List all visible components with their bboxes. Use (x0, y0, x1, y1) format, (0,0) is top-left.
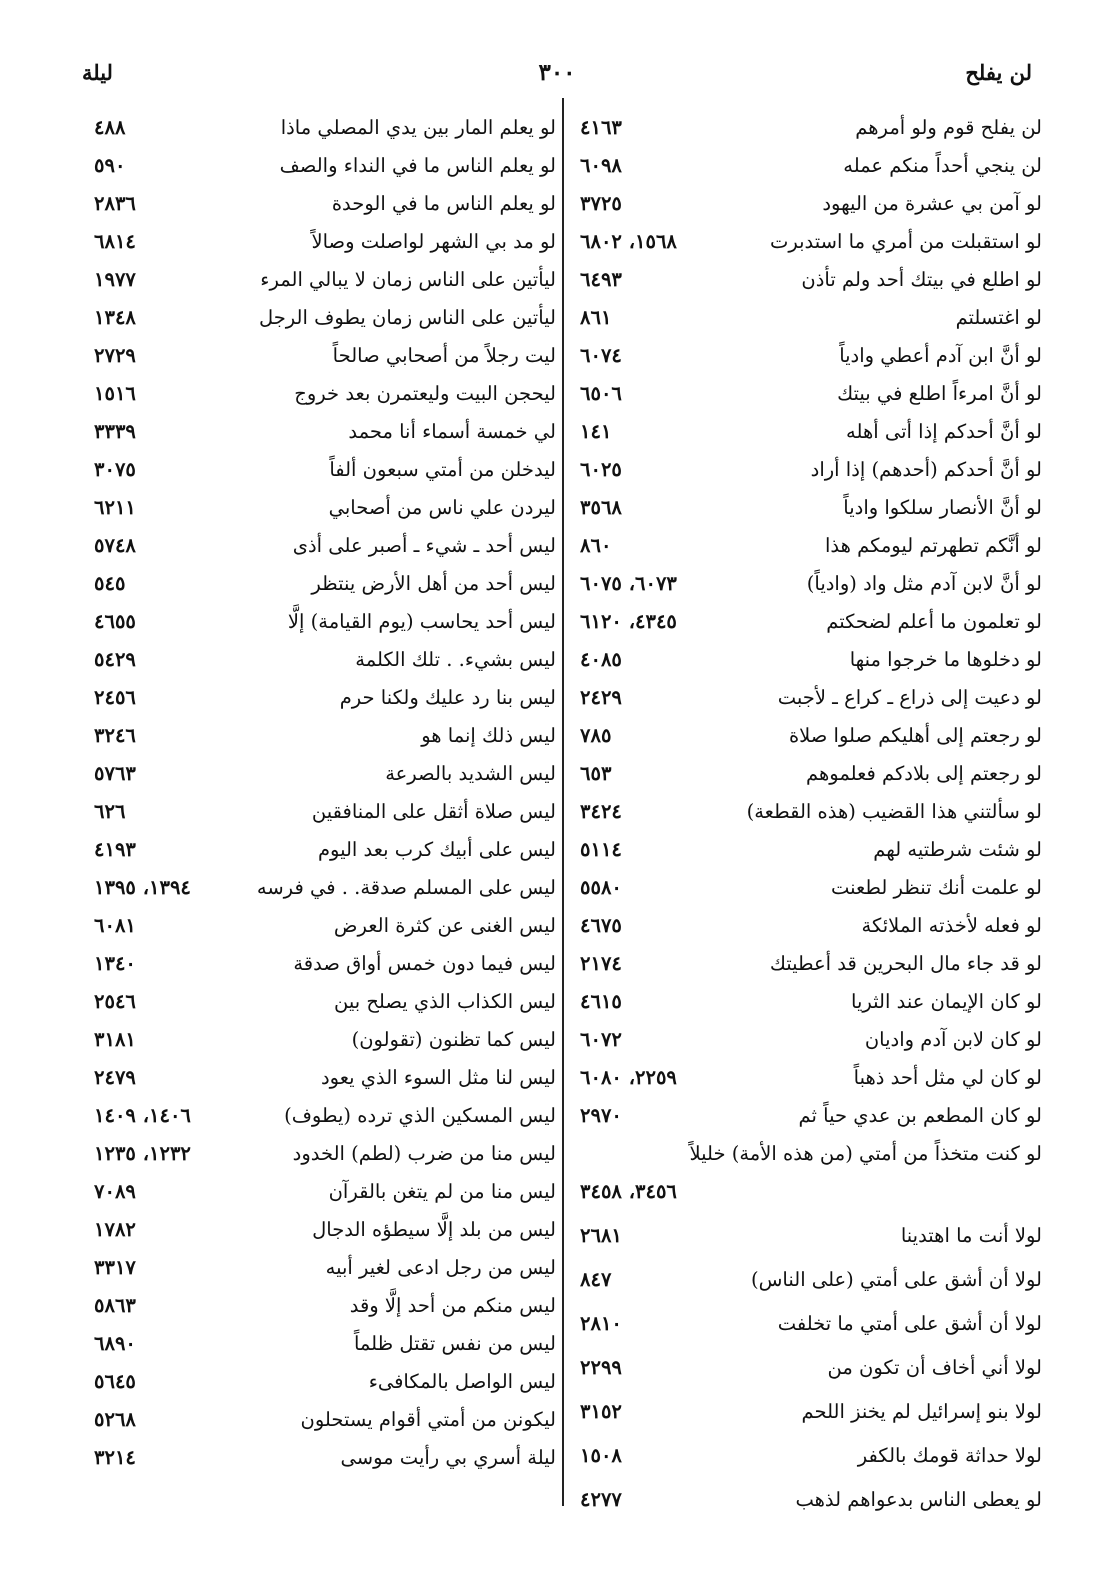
entry-reference-number: ٤٠٨٥ (580, 648, 622, 671)
index-entry (94, 1060, 556, 1098)
entry-text: لولا أن أشق على أمتي ما تخلفت (777, 1312, 1042, 1335)
entry-reference-number: ٢٤٢٩ (580, 686, 622, 709)
entry-text: لو أنَّ أحدكم إذا أتى أهله (846, 420, 1042, 443)
index-entry (580, 680, 1042, 718)
index-entry (580, 566, 1042, 604)
index-entry (580, 1394, 1042, 1432)
entry-text: ليس فيما دون خمس أواق صدقة (293, 952, 556, 975)
entry-text: لو قد جاء مال البحرين قد أعطيتك (769, 952, 1042, 975)
entry-reference-number: ٦٠٧٣، ٦٠٧٥ (580, 572, 677, 595)
entry-reference-number: ١٩٧٧ (94, 268, 136, 291)
entry-reference-number: ١٤٠٦، ١٤٠٩ (94, 1104, 191, 1127)
index-entry (94, 756, 556, 794)
entry-text: لو أنَّ أحدكم (أحدهم) إذا أراد (810, 458, 1042, 481)
entry-text: ليس بنا رد عليك ولكنا حرم (339, 686, 556, 709)
entry-reference-number: ٦٠٧٢ (580, 1028, 622, 1051)
entry-text: ليحجن البيت وليعتمرن بعد خروج (294, 382, 556, 405)
index-entry (580, 338, 1042, 376)
index-entry (580, 1098, 1042, 1136)
entry-text: لولا بنو إسرائيل لم يخنز اللحم (801, 1400, 1042, 1423)
entry-reference-number: ١٣٤٠ (94, 952, 136, 975)
index-entry (580, 832, 1042, 870)
index-entry (94, 528, 556, 566)
entry-reference-number: ٥٥٨٠ (580, 876, 622, 899)
entry-text: لو مد بي الشهر لواصلت وصالاً (311, 230, 556, 253)
entry-reference-number: ٧٨٥ (580, 724, 612, 747)
entry-reference-number: ٨٦١ (580, 306, 612, 329)
entry-reference-number: ٣٢٤٦ (94, 724, 136, 747)
entry-reference-number: ٥٧٤٨ (94, 534, 136, 557)
header-last-keyword: ليلة (82, 60, 113, 85)
entry-text: لو اغتسلتم (955, 306, 1042, 329)
index-entry (94, 642, 556, 680)
index-entry (94, 1136, 556, 1174)
index-entry (94, 1326, 556, 1364)
index-entry (580, 870, 1042, 908)
entry-text: لو رجعتم إلى أهليكم صلوا صلاة (788, 724, 1042, 747)
entry-text: ليس لنا مثل السوء الذي يعود (321, 1066, 556, 1089)
entry-text: لو كنت متخذاً من أمتي (من هذه الأمة) خليلاً (689, 1142, 1042, 1165)
index-entry (94, 794, 556, 832)
entry-text: لو رجعتم إلى بلادكم فعلموهم (806, 762, 1042, 785)
index-entry (94, 1288, 556, 1326)
index-entry (94, 224, 556, 262)
entry-text: ليت رجلاً من أصحابي صالحاً (332, 344, 556, 367)
entry-text: ليس أحد ـ شيء ـ أصبر على أذى (292, 534, 556, 557)
entry-reference-number: ٦٠٢٥ (580, 458, 622, 481)
entry-text: لولا أني أخاف أن تكون من (827, 1356, 1042, 1379)
index-entry (94, 870, 556, 908)
entry-reference-number: ١٣٤٨ (94, 306, 136, 329)
index-entry (580, 1262, 1042, 1300)
entry-text: لو دعيت إلى ذراع ـ كراع ـ لأجبت (777, 686, 1042, 709)
entry-reference-number: ٤٦٧٥ (580, 914, 622, 937)
entry-reference-number: ١٧٨٢ (94, 1218, 136, 1241)
index-entry (94, 186, 556, 224)
index-entry (94, 414, 556, 452)
entry-reference-number: ٥٢٦٨ (94, 1408, 136, 1431)
entry-reference-number: ٤١٩٣ (94, 838, 136, 861)
entry-text: لو فعله لأخذته الملائكة (861, 914, 1042, 937)
entry-reference-number: ٥٩٠ (94, 154, 126, 177)
entry-reference-number: ١٥٦٨، ٦٨٠٢ (580, 230, 677, 253)
entry-reference-number: ٢٦٨١ (580, 1224, 622, 1247)
entry-reference-number: ٣١٨١ (94, 1028, 136, 1051)
entry-reference-number: ٦٨٩٠ (94, 1332, 136, 1355)
entry-reference-number: ٤١٦٣ (580, 116, 622, 139)
entry-text: ليس كما تظنون (تقولون) (351, 1028, 556, 1051)
entry-text: لو أنَّ ابن آدم أعطي وادياً (839, 344, 1042, 367)
entry-text: لو علمت أنك تنظر لطعنت (830, 876, 1042, 899)
entry-text: ليس على أبيك كرب بعد اليوم (317, 838, 556, 861)
entry-reference-number: ٣٥٦٨ (580, 496, 622, 519)
entry-text: لو يعلم المار بين يدي المصلي ماذا (280, 116, 556, 139)
entry-reference-number: ٣٢١٤ (94, 1446, 136, 1469)
index-entry (94, 1098, 556, 1136)
index-entry (580, 1060, 1042, 1098)
entry-text: ليس الغنى عن كثرة العرض (333, 914, 556, 937)
entry-text: لو كان لابن آدم واديان (864, 1028, 1042, 1051)
entry-reference-number: ٢٢٩٩ (580, 1356, 622, 1379)
entry-reference-number: ٥٦٤٥ (94, 1370, 136, 1393)
index-entry (94, 262, 556, 300)
index-entry (580, 1174, 1042, 1212)
entry-reference-number: ٦٠٧٤ (580, 344, 622, 367)
index-entry (580, 604, 1042, 642)
entry-reference-number: ٤٨٨ (94, 116, 126, 139)
index-entry (94, 718, 556, 756)
entry-text: ليس صلاة أثقل على المنافقين (311, 800, 556, 823)
entry-text: لن يفلح قوم ولو أمرهم (855, 116, 1042, 139)
entry-text: ليس أحد من أهل الأرض ينتظر (311, 572, 556, 595)
entry-text: لن ينجي أحداً منكم عمله (843, 154, 1042, 177)
index-entry (580, 1350, 1042, 1388)
entry-text: ليس منا من ضرب (لطم) الخدود (292, 1142, 556, 1165)
entry-text: ليلة أسري بي رأيت موسى (340, 1446, 556, 1469)
entry-text: ليس من نفس تقتل ظلماً (353, 1332, 556, 1355)
entry-reference-number: ٢٤٥٦ (94, 686, 136, 709)
entry-reference-number: ٥٨٦٣ (94, 1294, 136, 1317)
entry-text: ليس من بلد إلَّا سيطؤه الدجال (312, 1218, 556, 1241)
entry-reference-number: ١٥٠٨ (580, 1444, 622, 1467)
index-entry (94, 1402, 556, 1440)
entry-reference-number: ٣٣١٧ (94, 1256, 136, 1279)
entry-text: ليس على المسلم صدقة. . في فرسه (256, 876, 556, 899)
entry-reference-number: ٥٤٢٩ (94, 648, 136, 671)
index-entry (580, 1438, 1042, 1476)
entry-text: لو أنَّ امرءاً اطلع في بيتك (837, 382, 1042, 405)
entry-text: ليس الواصل بالمكافىء (368, 1370, 556, 1393)
index-entry (94, 338, 556, 376)
entry-reference-number: ٢٩٧٠ (580, 1104, 622, 1127)
entry-text: ليأتين على الناس زمان يطوف الرجل (258, 306, 556, 329)
entry-reference-number: ٢١٧٤ (580, 952, 622, 975)
entry-text: لولا أن أشق على أمتي (على الناس) (751, 1268, 1042, 1291)
entry-reference-number: ٤٣٤٥، ٦١٢٠ (580, 610, 677, 633)
index-entry (580, 1136, 1042, 1174)
entry-text: لولا أنت ما اهتدينا (900, 1224, 1042, 1247)
entry-text: لو يعلم الناس ما في النداء والصف (279, 154, 556, 177)
entry-text: ليردن علي ناس من أصحابي (328, 496, 556, 519)
entry-reference-number: ١٤١ (580, 420, 612, 443)
index-entry (94, 1364, 556, 1402)
entry-reference-number: ١٢٣٢، ١٢٣٥ (94, 1142, 191, 1165)
index-entry (94, 452, 556, 490)
entry-text: ليس منكم من أحد إلَّا وقد (349, 1294, 556, 1317)
index-entry (580, 984, 1042, 1022)
entry-text: لو أنَّ لابن آدم مثل واد (وادياً) (806, 572, 1042, 595)
entry-reference-number: ٣١٥٢ (580, 1400, 622, 1423)
index-entry (94, 566, 556, 604)
entry-text: لو دخلوها ما خرجوا منها (849, 648, 1042, 671)
entry-reference-number: ٢٨٣٦ (94, 192, 136, 215)
entry-reference-number: ٢٨١٠ (580, 1312, 622, 1335)
entry-reference-number: ٦٥٣ (580, 762, 612, 785)
entry-reference-number: ١٣٩٤، ١٣٩٥ (94, 876, 191, 899)
entry-text: لو استقبلت من أمري ما استدبرت (770, 230, 1042, 253)
entry-text: ليدخلن من أمتي سبعون ألفاً (329, 458, 556, 481)
index-entry (580, 376, 1042, 414)
index-entry (94, 1022, 556, 1060)
entry-text: لو سألتني هذا القضيب (هذه القطعة) (746, 800, 1042, 823)
entry-reference-number: ٦٠٩٨ (580, 154, 622, 177)
entry-text: لو كان لي مثل أحد ذهباً (853, 1066, 1042, 1089)
index-entry (580, 414, 1042, 452)
page-number: ٣٠٠ (538, 59, 576, 86)
index-entry (580, 528, 1042, 566)
entry-reference-number: ٥٧٦٣ (94, 762, 136, 785)
entry-reference-number: ٤٦١٥ (580, 990, 622, 1013)
entry-reference-number: ٦٤٩٣ (580, 268, 622, 291)
entry-reference-number: ٨٤٧ (580, 1268, 612, 1291)
entry-reference-number: ٧٠٨٩ (94, 1180, 136, 1203)
index-entry (94, 946, 556, 984)
entry-text: لي خمسة أسماء أنا محمد (348, 420, 556, 443)
index-entry (580, 148, 1042, 186)
entry-text: لولا حداثة قومك بالكفر (857, 1444, 1042, 1467)
index-entry (94, 148, 556, 186)
index-entry (580, 946, 1042, 984)
entry-text: لو كان الإيمان عند الثريا (851, 990, 1042, 1013)
entry-reference-number: ٢٧٢٩ (94, 344, 136, 367)
entry-text: ليس منا من لم يتغن بالقرآن (328, 1180, 556, 1203)
index-entry (94, 832, 556, 870)
entry-text: لو أنَّكم تطهرتم ليومكم هذا (824, 534, 1042, 557)
index-entry (94, 1174, 556, 1212)
entry-text: ليس من رجل ادعى لغير أبيه (325, 1256, 556, 1279)
entry-reference-number: ٣٤٥٦، ٣٤٥٨ (580, 1180, 677, 1203)
index-entry (94, 1212, 556, 1250)
entry-reference-number: ٥١١٤ (580, 838, 622, 861)
header-first-keyword: لن يفلح (965, 60, 1032, 85)
index-entry (580, 452, 1042, 490)
entry-text: لو شئت شرطتيه لهم (873, 838, 1042, 861)
index-entry (580, 642, 1042, 680)
entry-reference-number: ٦٢١١ (94, 496, 136, 519)
index-entry (580, 794, 1042, 832)
entry-reference-number: ١٥١٦ (94, 382, 136, 405)
entry-text: ليس الكذاب الذي يصلح بين (333, 990, 556, 1013)
entry-reference-number: ٦٨١٤ (94, 230, 136, 253)
index-entry (580, 1482, 1042, 1520)
entry-reference-number: ٥٤٥ (94, 572, 126, 595)
index-entry (580, 756, 1042, 794)
entry-reference-number: ٣٠٧٥ (94, 458, 136, 481)
entry-text: ليس الشديد بالصرعة (385, 762, 556, 785)
index-entry (580, 224, 1042, 262)
entry-reference-number: ٦٢٦ (94, 800, 126, 823)
index-entry (580, 490, 1042, 528)
entry-text: لو آمن بي عشرة من اليهود (822, 192, 1042, 215)
entry-reference-number: ٣٧٢٥ (580, 192, 622, 215)
entry-text: لو يعلم الناس ما في الوحدة (331, 192, 556, 215)
entry-reference-number: ٢٤٧٩ (94, 1066, 136, 1089)
index-entry (580, 110, 1042, 148)
index-entry (94, 1250, 556, 1288)
entry-reference-number: ٨٦٠ (580, 534, 612, 557)
index-entry (580, 262, 1042, 300)
entry-text: ليس بشيء. . تلك الكلمة (355, 648, 556, 671)
entry-reference-number: ٦٠٨١ (94, 914, 136, 937)
index-entry (580, 186, 1042, 224)
right-index-column (580, 110, 1042, 1520)
index-entry (94, 604, 556, 642)
entry-text: لو اطلع في بيتك أحد ولم تأذن (801, 268, 1042, 291)
index-entry (94, 490, 556, 528)
index-entry (94, 300, 556, 338)
index-entry (580, 300, 1042, 338)
entry-reference-number: ٣٤٢٤ (580, 800, 622, 823)
index-entry (94, 110, 556, 148)
entry-text: ليأتين على الناس زمان لا يبالي المرء (260, 268, 556, 291)
index-entry (94, 1440, 556, 1478)
entry-text: ليس المسكين الذي ترده (يطوف) (284, 1104, 556, 1127)
left-index-column (94, 110, 556, 1478)
entry-reference-number: ٤٢٧٧ (580, 1488, 622, 1511)
index-entry (580, 1022, 1042, 1060)
entry-reference-number: ٦٥٠٦ (580, 382, 622, 405)
index-entry (580, 718, 1042, 756)
index-entry (94, 680, 556, 718)
index-entry (94, 376, 556, 414)
entry-reference-number: ٤٦٥٥ (94, 610, 136, 633)
entry-text: لو كان المطعم بن عدي حياً ثم (798, 1104, 1042, 1127)
entry-text: لو يعطى الناس بدعواهم لذهب (795, 1488, 1042, 1511)
entry-text: لو أنَّ الأنصار سلكوا وادياً (843, 496, 1042, 519)
entry-reference-number: ٢٥٤٦ (94, 990, 136, 1013)
entry-text: ليس أحد يحاسب (يوم القيامة) إلَّا (287, 610, 556, 633)
index-entry (580, 1306, 1042, 1344)
entry-text: لو تعلمون ما أعلم لضحكتم (826, 610, 1042, 633)
entry-text: ليكونن من أمتي أقوام يستحلون (300, 1408, 556, 1431)
index-entry (580, 1218, 1042, 1256)
entry-reference-number: ٢٢٥٩، ٦٠٨٠ (580, 1066, 677, 1089)
column-divider (562, 98, 564, 1506)
index-entry (580, 908, 1042, 946)
index-entry (94, 908, 556, 946)
entry-reference-number: ٣٣٣٩ (94, 420, 136, 443)
entry-text: ليس ذلك إنما هو (421, 724, 556, 747)
index-entry (94, 984, 556, 1022)
page-header (82, 58, 1032, 92)
